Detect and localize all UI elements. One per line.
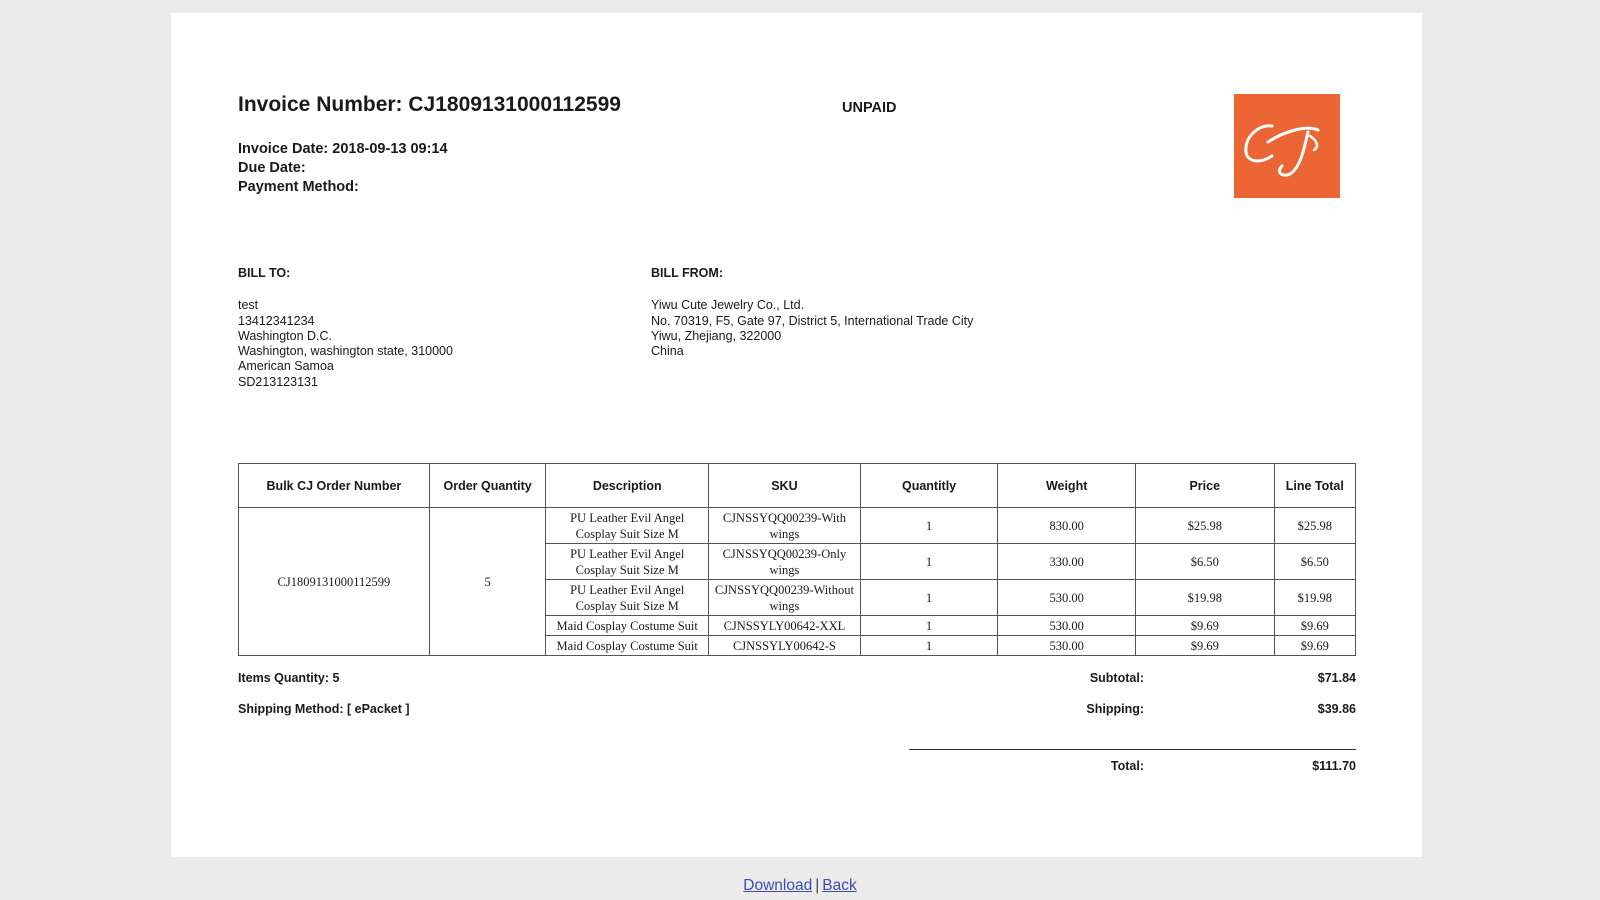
item-line-total: $6.50 <box>1274 544 1355 580</box>
bulk-order-number: CJ1809131000112599 <box>239 508 430 656</box>
bill-from-heading: BILL FROM: <box>651 266 723 280</box>
shipping-value: $39.86 <box>1317 702 1356 716</box>
total-value: $111.70 <box>1312 759 1356 773</box>
item-weight: 530.00 <box>998 580 1136 616</box>
column-header: Quantitly <box>860 464 998 508</box>
table-row <box>239 508 1356 544</box>
bill-to <box>238 266 453 390</box>
item-quantity: 1 <box>860 544 998 580</box>
download-link[interactable]: Download <box>743 877 813 894</box>
item-sku: CJNSSYQQ00239-Without wings <box>709 580 861 616</box>
bill-from <box>651 266 973 359</box>
bill-to-line: Washington D.C. <box>238 328 333 343</box>
payment-method: Payment Method: <box>238 179 359 195</box>
item-price: $6.50 <box>1135 544 1274 580</box>
footer-links <box>0 877 1600 895</box>
item-line-total: $9.69 <box>1274 616 1355 636</box>
link-separator: | <box>815 877 820 894</box>
item-quantity: 1 <box>860 580 998 616</box>
item-weight: 530.00 <box>998 636 1136 656</box>
table-header-row <box>239 464 1356 508</box>
invoice-meta <box>238 140 448 197</box>
cj-logo-mark <box>1234 94 1340 198</box>
invoice-sheet <box>171 13 1422 857</box>
bill-from-line: China <box>651 344 684 359</box>
item-weight: 330.00 <box>998 544 1136 580</box>
item-sku: CJNSSYLY00642-S <box>709 636 861 656</box>
invoice-title: Invoice Number: CJ1809131000112599 <box>238 93 621 116</box>
column-header: SKU <box>709 464 861 508</box>
bill-to-line: test <box>238 298 259 313</box>
items-quantity: Items Quantity: 5 <box>238 671 340 685</box>
item-description: PU Leather Evil Angel Cosplay Suit Size M <box>546 544 709 580</box>
total-divider <box>909 749 1356 750</box>
item-price: $9.69 <box>1135 616 1274 636</box>
subtotal-label: Subtotal: <box>1089 671 1144 685</box>
item-sku: CJNSSYQQ00239-With wings <box>709 508 861 544</box>
bill-to-line: SD213123131 <box>238 374 318 389</box>
column-header: Order Quantity <box>429 464 546 508</box>
item-description: Maid Cosplay Costume Suit <box>546 616 709 636</box>
total-label: Total: <box>1110 759 1144 773</box>
payment-status: UNPAID <box>842 100 897 116</box>
item-quantity: 1 <box>860 616 998 636</box>
item-sku: CJNSSYQQ00239-Only wings <box>709 544 861 580</box>
bill-to-line: 13412341234 <box>238 313 315 328</box>
subtotal-value: $71.84 <box>1317 671 1356 685</box>
item-quantity: 1 <box>860 636 998 656</box>
back-link[interactable]: Back <box>822 877 857 894</box>
item-price: $19.98 <box>1135 580 1274 616</box>
order-items-table <box>238 463 1356 656</box>
column-header: Price <box>1135 464 1274 508</box>
item-line-total: $25.98 <box>1274 508 1355 544</box>
shipping-label: Shipping: <box>1086 702 1144 716</box>
item-description: Maid Cosplay Costume Suit <box>546 636 709 656</box>
column-header: Weight <box>998 464 1136 508</box>
item-weight: 530.00 <box>998 616 1136 636</box>
item-description: PU Leather Evil Angel Cosplay Suit Size M <box>546 580 709 616</box>
item-weight: 830.00 <box>998 508 1136 544</box>
item-price: $25.98 <box>1135 508 1274 544</box>
column-header: Description <box>546 464 709 508</box>
item-line-total: $9.69 <box>1274 636 1355 656</box>
item-quantity: 1 <box>860 508 998 544</box>
item-sku: CJNSSYLY00642-XXL <box>709 616 861 636</box>
due-date: Due Date: <box>238 160 306 176</box>
item-description: PU Leather Evil Angel Cosplay Suit Size M <box>546 508 709 544</box>
shipping-method: Shipping Method: [ ePacket ] <box>238 702 410 716</box>
column-header: Bulk CJ Order Number <box>239 464 430 508</box>
bill-from-line: Yiwu, Zhejiang, 322000 <box>651 328 782 343</box>
bill-from-line: Yiwu Cute Jewelry Co., Ltd. <box>651 298 805 313</box>
invoice-date: Invoice Date: 2018-09-13 09:14 <box>238 141 448 157</box>
bill-to-line: American Samoa <box>238 359 334 374</box>
bill-to-line: Washington, washington state, 310000 <box>238 344 453 359</box>
cj-logo <box>1234 94 1340 198</box>
bill-from-line: No. 70319, F5, Gate 97, District 5, International Trade City <box>651 313 974 328</box>
bill-to-heading: BILL TO: <box>238 266 291 280</box>
column-header: Line Total <box>1274 464 1355 508</box>
order-quantity: 5 <box>429 508 546 656</box>
item-price: $9.69 <box>1135 636 1274 656</box>
item-line-total: $19.98 <box>1274 580 1355 616</box>
